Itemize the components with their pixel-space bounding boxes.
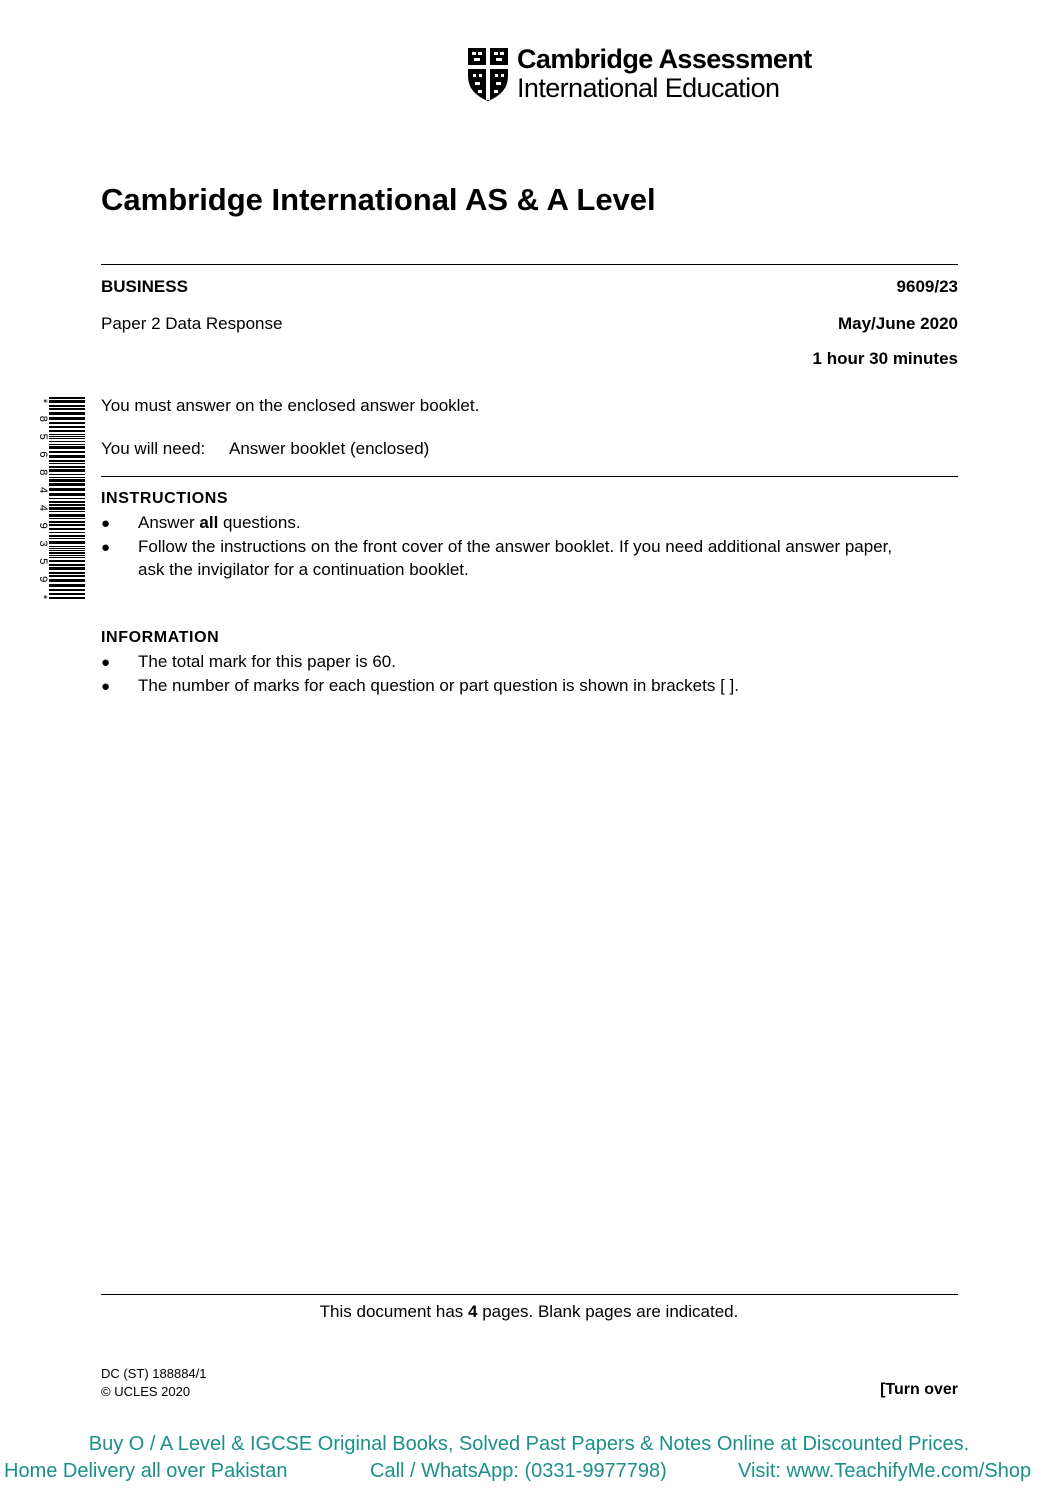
barcode-bar — [49, 535, 85, 537]
promo-visit-link[interactable]: Visit: www.TeachifyMe.com/Shop — [738, 1460, 1032, 1482]
barcode-bar — [49, 444, 85, 445]
paper-code: 9609/23 — [896, 277, 958, 296]
turn-over-label: [Turn over — [880, 1381, 958, 1398]
barcode-bar — [49, 504, 85, 506]
barcode-digit: * — [37, 398, 50, 404]
barcode-bar — [49, 538, 85, 539]
barcode-bar — [49, 518, 85, 519]
barcode-bar — [49, 589, 85, 591]
barcode-bar — [49, 479, 85, 482]
barcode-bar — [49, 483, 85, 486]
barcode-bar — [49, 567, 85, 570]
barcode-digit: 8 — [37, 469, 50, 476]
barcode-bar — [49, 575, 85, 577]
candidate-barcode — [37, 395, 87, 601]
barcode-bar — [49, 501, 85, 503]
promo-call: Call / WhatsApp: (0331-9977798) — [370, 1460, 667, 1482]
barcode-bar — [49, 434, 85, 435]
barcode-bar — [49, 474, 85, 475]
instruction-item-2-line1: Follow the instructions on the front cover of the answer booklet. If you need additional answer paper, — [138, 537, 893, 556]
barcode-bar — [49, 564, 85, 566]
barcode-bar — [49, 528, 85, 530]
barcode-bar — [49, 557, 85, 558]
you-will-need-item: Answer booklet (enclosed) — [229, 439, 430, 458]
barcode-bar — [49, 412, 85, 415]
bullet-icon: ● — [101, 654, 111, 671]
barcode-bar — [49, 463, 85, 464]
promo-delivery: Home Delivery all over Pakistan — [4, 1460, 288, 1482]
barcode-digit: 5 — [37, 558, 50, 565]
exam-session: May/June 2020 — [837, 314, 958, 333]
answer-note: You must answer on the enclosed answer booklet. — [101, 396, 480, 415]
bullet-icon: ● — [101, 539, 111, 556]
instruction-item-2-line2: ask the invigilator for a continuation booklet. — [138, 560, 469, 579]
paper-name: Paper 2 Data Response — [101, 314, 283, 333]
bullet-icon: ● — [101, 678, 111, 695]
barcode-digit: * — [37, 594, 50, 600]
barcode-bar — [49, 460, 85, 462]
barcode-bar — [49, 417, 85, 420]
barcode-bar — [49, 422, 85, 424]
barcode-bar — [49, 451, 85, 453]
instructions-heading: INSTRUCTIONS — [101, 490, 229, 507]
subject-name: BUSINESS — [101, 277, 188, 296]
barcode-bar — [49, 466, 85, 468]
document-code: DC (ST) 188884/1 — [101, 1366, 207, 1381]
barcode-bar — [49, 532, 85, 533]
information-item-2: The number of marks for each question or part question is shown in brackets [ ]. — [138, 676, 739, 695]
barcode-bar — [49, 426, 85, 428]
barcode-digit: 4 — [37, 504, 50, 511]
information-item-1: The total mark for this paper is 60. — [138, 652, 396, 671]
barcode-bar — [49, 555, 85, 556]
barcode-bar — [49, 436, 85, 437]
barcode-bar — [49, 397, 85, 399]
promo-line-1: Buy O / A Level & IGCSE Original Books, Solved Past Papers & Notes Online at Discounted Prices. — [88, 1433, 970, 1455]
exam-duration: 1 hour 30 minutes — [812, 349, 958, 368]
barcode-bar — [49, 514, 85, 517]
barcode-bar — [49, 477, 85, 478]
barcode-bar — [49, 548, 85, 549]
barcode-bar — [49, 430, 85, 432]
barcode-digit: 5 — [37, 433, 50, 440]
barcode-bar — [49, 441, 85, 442]
logo-text-line1: Cambridge Assessment — [517, 44, 812, 74]
barcode-bar — [49, 552, 85, 554]
divider-bottom — [101, 1294, 958, 1295]
barcode-digit: 4 — [37, 487, 50, 494]
barcode-bar — [49, 400, 85, 403]
barcode-digit: 9 — [37, 576, 50, 583]
barcode-bar — [49, 524, 85, 526]
barcode-bar — [49, 584, 85, 587]
cambridge-shield-logo — [466, 46, 510, 102]
barcode-bar — [49, 469, 85, 472]
instruction-item-1: Answer all questions. — [138, 513, 301, 532]
barcode-bar — [49, 507, 85, 510]
barcode-digit: 8 — [37, 415, 50, 422]
barcode-bar — [49, 408, 85, 410]
page-title: Cambridge International AS & A Level — [101, 182, 656, 217]
barcode-bar — [49, 446, 85, 449]
barcode-bar — [49, 493, 85, 496]
barcode-bar — [49, 455, 85, 458]
barcode-bar — [49, 438, 85, 439]
barcode-bar — [49, 488, 85, 491]
page-count-note: This document has 4 pages. Blank pages are indicated. — [319, 1302, 739, 1321]
barcode-digit: 9 — [37, 522, 50, 529]
divider-middle — [101, 476, 958, 477]
divider-top — [101, 264, 958, 265]
logo-text-line2: International Education — [517, 73, 780, 103]
barcode-bar — [49, 546, 85, 547]
barcode-bar — [49, 550, 85, 551]
barcode-bar — [49, 579, 85, 582]
barcode-bar — [49, 597, 85, 599]
barcode-bar — [49, 572, 85, 574]
barcode-bar — [49, 521, 85, 523]
copyright: © UCLES 2020 — [101, 1384, 191, 1399]
you-will-need-label: You will need: — [101, 439, 206, 458]
barcode-digit: 6 — [37, 451, 50, 458]
barcode-bar — [49, 405, 85, 407]
barcode-digit: 3 — [37, 540, 50, 547]
barcode-bar — [49, 541, 85, 544]
bullet-icon: ● — [101, 515, 111, 532]
barcode-bar — [49, 593, 85, 595]
barcode-bar — [49, 511, 85, 512]
barcode-bar — [49, 498, 85, 499]
barcode-bar — [49, 560, 85, 562]
information-heading: INFORMATION — [101, 629, 220, 646]
